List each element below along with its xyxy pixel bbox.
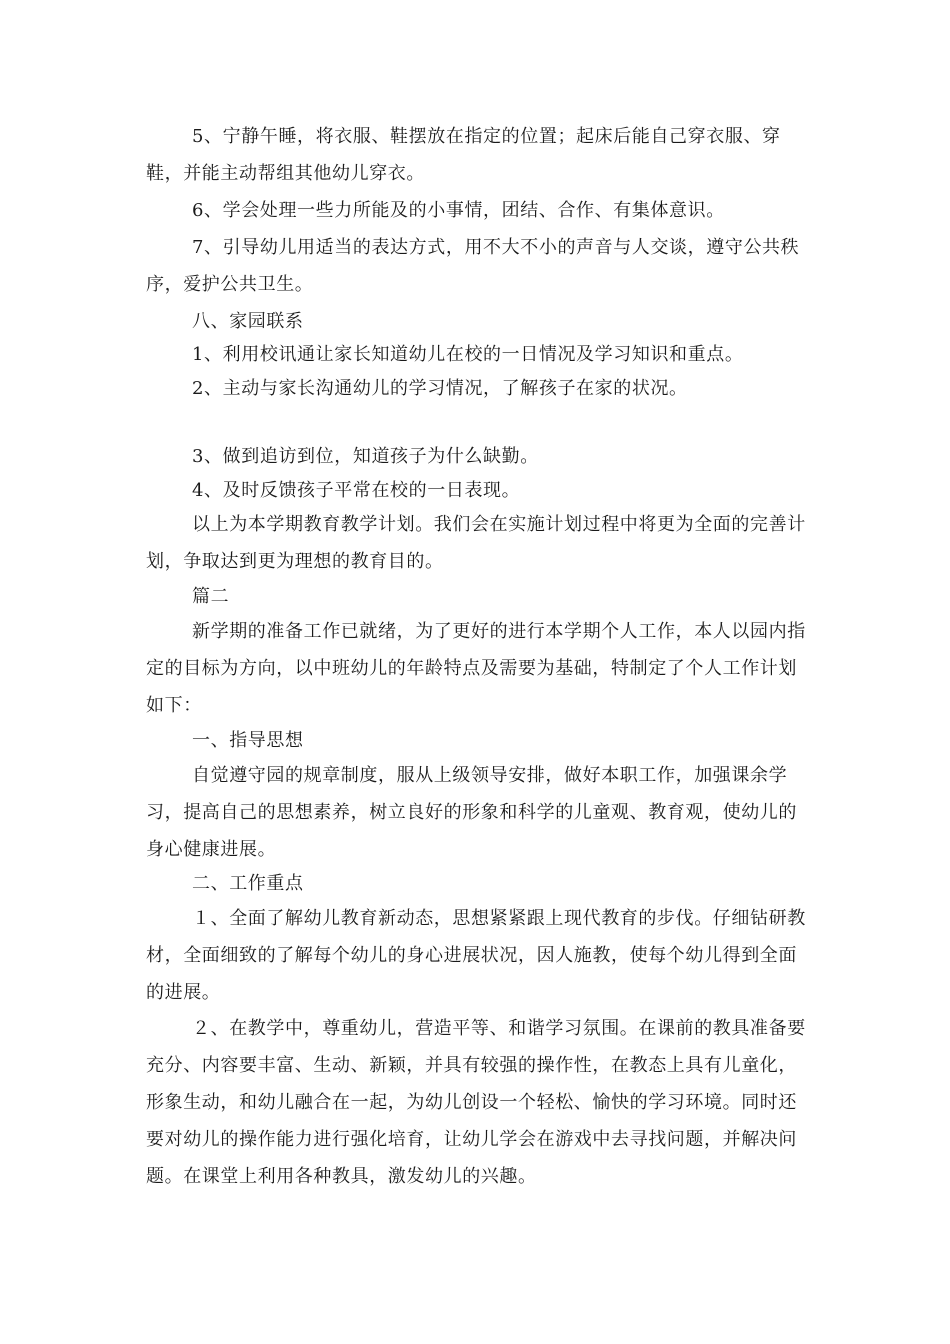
paragraph-item-6-handle-matters: 6、学会处理一些力所能及的小事情，团结、合作、有集体意识。 bbox=[192, 200, 725, 221]
paragraph-part-two-intro: 新学期的准备工作已就绪，为了更好的进行本学期个人工作，本人以园内指定的目标为方向，以中班幼儿的年龄特点及需要为基础，特制定了个人工作计划如下： bbox=[146, 621, 806, 716]
section-heading-work-focus: 二、工作重点 bbox=[192, 873, 304, 894]
paragraph-home-school-1: 1、利用校讯通让家长知道幼儿在校的一日情况及学习知识和重点。 bbox=[192, 344, 744, 365]
paragraph-plan-summary: 以上为本学期教育教学计划。我们会在实施计划过程中将更为全面的完善计划，争取达到更为理想的教育目的。 bbox=[146, 514, 806, 572]
paragraph-work-focus-2: ２、在教学中，尊重幼儿，营造平等、和谐学习氛围。在课前的教具准备要充分、内容要丰富、生动、新颖，并具有较强的操作性，在教态上具有儿童化，形象生动，和幼儿融合在一起，为幼儿创设一个轻松、愉快的学习环境。同时还要对幼儿的操作能力进行强化培育，让幼儿学会在游戏中去寻找问题，并解决问题。在课堂上利用各种教具，激发幼儿的兴趣。 bbox=[146, 1018, 806, 1187]
paragraph-item-5-nap: 5、宁静午睡，将衣服、鞋摆放在指定的位置；起床后能自己穿衣服、穿鞋，并能主动帮组其他幼儿穿衣。 bbox=[146, 126, 781, 184]
paragraph-guiding-thought: 自觉遵守园的规章制度，服从上级领导安排，做好本职工作，加强课余学习，提高自己的思想素养，树立良好的形象和科学的儿童观、教育观，使幼儿的身心健康进展。 bbox=[146, 765, 797, 860]
paragraph-home-school-3: 3、做到追访到位，知道孩子为什么缺勤。 bbox=[192, 446, 539, 467]
section-heading-part-two: 篇二 bbox=[192, 586, 230, 607]
section-heading-guiding-thought: 一、指导思想 bbox=[192, 730, 304, 751]
paragraph-home-school-2: 2、主动与家长沟通幼儿的学习情况，了解孩子在家的状况。 bbox=[192, 378, 688, 399]
paragraph-item-7-expression: 7、引导幼儿用适当的表达方式，用不大不小的声音与人交谈，遵守公共秩序，爱护公共卫生。 bbox=[146, 237, 800, 295]
paragraph-home-school-4: 4、及时反馈孩子平常在校的一日表现。 bbox=[192, 480, 521, 501]
paragraph-work-focus-1: １、全面了解幼儿教育新动态，思想紧紧跟上现代教育的步伐。仔细钻研教材，全面细致的了解每个幼儿的身心进展状况，因人施教，使每个幼儿得到全面的进展。 bbox=[146, 908, 806, 1003]
section-heading-home-school: 八、家园联系 bbox=[192, 311, 304, 332]
